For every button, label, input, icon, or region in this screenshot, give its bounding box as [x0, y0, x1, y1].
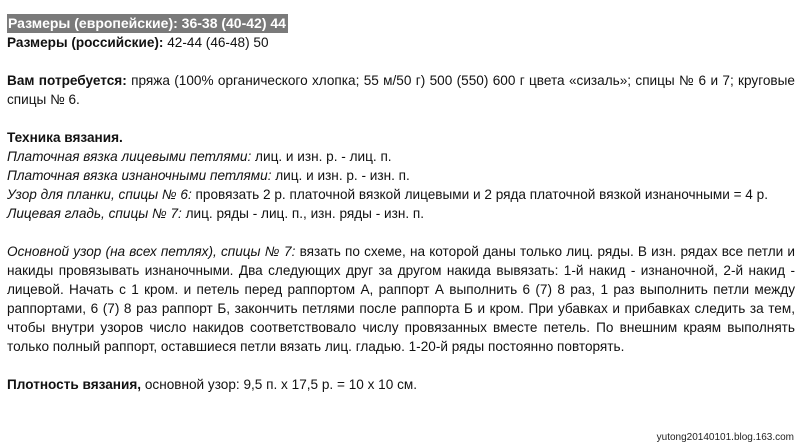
document-body [7, 14, 795, 394]
technique-text: лиц. и изн. р. - изн. п. [271, 168, 410, 183]
materials-paragraph [7, 71, 795, 109]
sizes-ru-label: Размеры (российские): [7, 35, 164, 50]
technique-name: Платочная вязка изнаночными петлями: [7, 168, 272, 183]
density-line [7, 375, 795, 394]
technique-heading: Техника вязания. [7, 130, 123, 145]
technique-text: провязать 2 р. платочной вязкой лицевыми и 2 ряда платочной вязкой изнаночными = 4 р. [191, 187, 768, 202]
materials-text: пряжа (100% органического хлопка; 55 м/50 г) 500 (550) 600 г цвета «сизаль»; спицы № 6 и 7; круговые спицы № 6. [7, 73, 795, 107]
main-pattern-paragraph [7, 242, 795, 356]
main-pattern-name: Основной узор (на всех петлях), спицы № 7: [7, 244, 296, 259]
technique-item [7, 185, 795, 204]
technique-text: лиц. ряды - лиц. п., изн. ряды - изн. п. [181, 206, 425, 221]
sizes-eu-line [7, 14, 795, 33]
materials-label: Вам потребуется: [7, 73, 127, 88]
sizes-eu-heading: Размеры (европейские): 36-38 (40-42) 44 [8, 15, 286, 31]
technique-heading-line [7, 128, 795, 147]
density-label: Плотность вязания, [7, 377, 142, 392]
technique-name: Лицевая гладь, спицы № 7: [7, 206, 182, 221]
sizes-ru-value: 42-44 (46-48) 50 [163, 35, 269, 50]
technique-name: Узор для планки, спицы № 6: [7, 187, 192, 202]
technique-item [7, 147, 795, 166]
watermark-text: yutong20140101.blog.163.com [656, 432, 794, 443]
technique-item [7, 204, 795, 223]
technique-item [7, 166, 795, 185]
technique-text: лиц. и изн. р. - лиц. п. [251, 149, 392, 164]
technique-name: Платочная вязка лицевыми петлями: [7, 149, 252, 164]
main-pattern-text: вязать по схеме, на которой даны только лиц. ряды. В изн. рядах все петли и накиды провязывать изнаночными. Два следующих друг за другом накида вывязать: 1-й накид - изнаночной, 2-й накид - лицевой. Начать с 1 кром. и петель перед раппортом А, раппорт А выполнить 6 (7) 8 раз, 1 раз выполнить петли между раппортами, 6 (7) 8 раз раппорт Б, закончить петлями после раппорта Б и кром. При убавках и прибавках следить за тем, чтобы внутри узоров число накидов соответствовало числу провязанных вместе петель. По внешним краям выполнять только полный раппорт, оставшиеся петли вязать лиц. гладью. 1-20-й ряды постоянно повторять. [7, 244, 795, 354]
density-text: основной узор: 9,5 п. х 17,5 р. = 10 х 10 см. [141, 377, 417, 392]
sizes-ru-line [7, 33, 795, 52]
